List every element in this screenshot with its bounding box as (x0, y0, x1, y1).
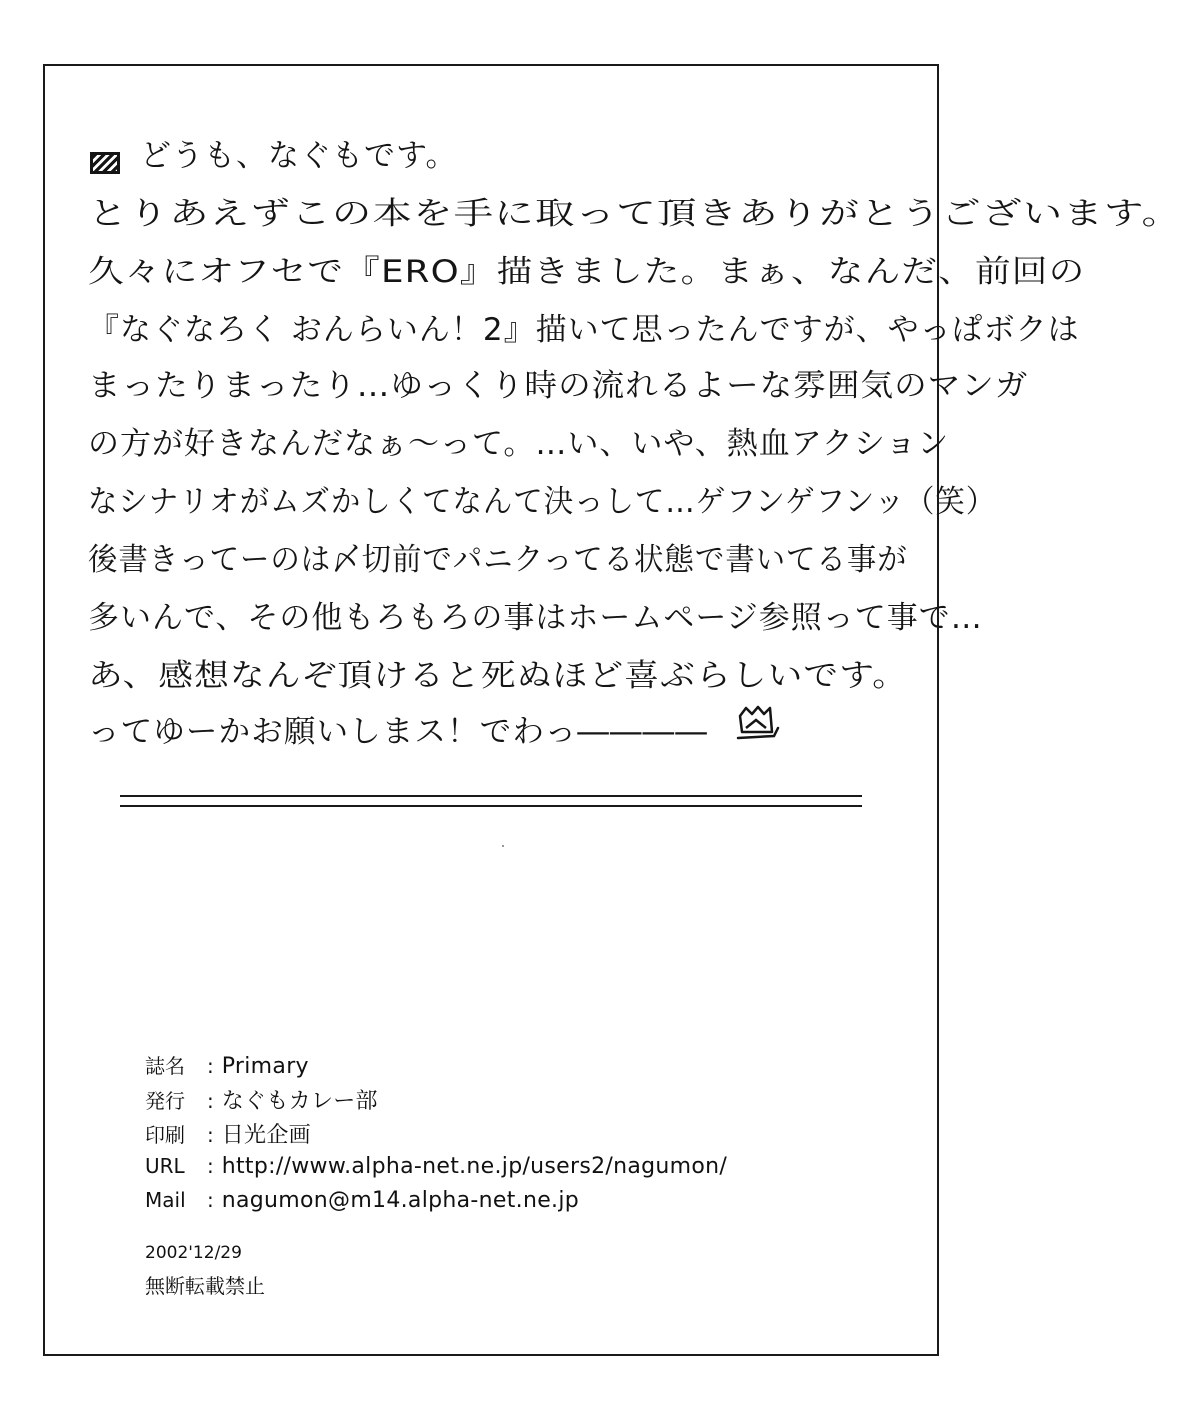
note-line-8: 後書きってーのは〆切前でパニクってる状態で書いてる事が (88, 542, 908, 578)
colophon-separator: : (207, 1154, 214, 1178)
colophon-value: なぐもカレー部 (221, 1089, 378, 1114)
note-line-3: 久々にオフセで『ERO』描きました。まぁ、なんだ、前回の (88, 254, 1086, 290)
colophon-separator: : (207, 1188, 214, 1212)
colophon-row-printer (145, 1118, 311, 1149)
note-line-7: なシナリオがムズかしくてなんて決っして…ゲフンゲフンッ（笑） (88, 484, 997, 520)
note-line-4: 『なぐなろく おんらいん！2』描いて思ったんですが、やっぱボクは (88, 312, 1080, 348)
colophon-label: 発行 (145, 1089, 185, 1113)
colophon-separator: : (207, 1123, 214, 1147)
note-line-6: の方が好きなんだなぁ〜って。…い、いや、熱血アクション (88, 426, 950, 462)
signature-doodle-icon (736, 702, 780, 742)
colophon-separator: : (207, 1089, 214, 1113)
colophon-label: 誌名 (145, 1054, 185, 1078)
colophon-url-value: http://www.alpha-net.ne.jp/users2/nagumon/ (221, 1154, 728, 1179)
colophon-label: Mail (145, 1188, 186, 1212)
note-line-11: ってゆーかお願いしまス！でわっ―――― (88, 714, 708, 750)
colophon-row-mail (145, 1188, 579, 1213)
publication-date: 2002'12/29 (145, 1243, 242, 1263)
print-speck (502, 845, 504, 847)
note-line-5: まったりまったり…ゆっくり時の流れるよーな雰囲気のマンガ (88, 368, 1029, 404)
colophon-row-url (145, 1154, 727, 1179)
copyright-notice: 無断転載禁止 (145, 1274, 265, 1298)
colophon-separator: : (207, 1054, 214, 1078)
divider-double-line (120, 795, 862, 807)
note-line-2: とりあえずこの本を手に取って頂きありがとうございます。 (88, 196, 1182, 232)
hatched-box-icon (90, 152, 120, 174)
colophon-value: 日光企画 (221, 1123, 311, 1148)
colophon-label: 印刷 (145, 1123, 185, 1147)
note-line-1: どうも、なぐもです。 (140, 138, 458, 174)
colophon-row-title (145, 1050, 309, 1079)
colophon-row-publisher (145, 1084, 378, 1115)
colophon-label: URL (145, 1154, 185, 1178)
colophon-value: Primary (221, 1054, 309, 1079)
note-line-9: 多いんで、その他もろもろの事はホームページ参照って事で… (88, 600, 983, 636)
colophon-mail-value: nagumon@m14.alpha-net.ne.jp (221, 1188, 580, 1213)
note-line-10: あ、感想なんぞ頂けると死ぬほど喜ぶらしいです。 (88, 658, 909, 694)
